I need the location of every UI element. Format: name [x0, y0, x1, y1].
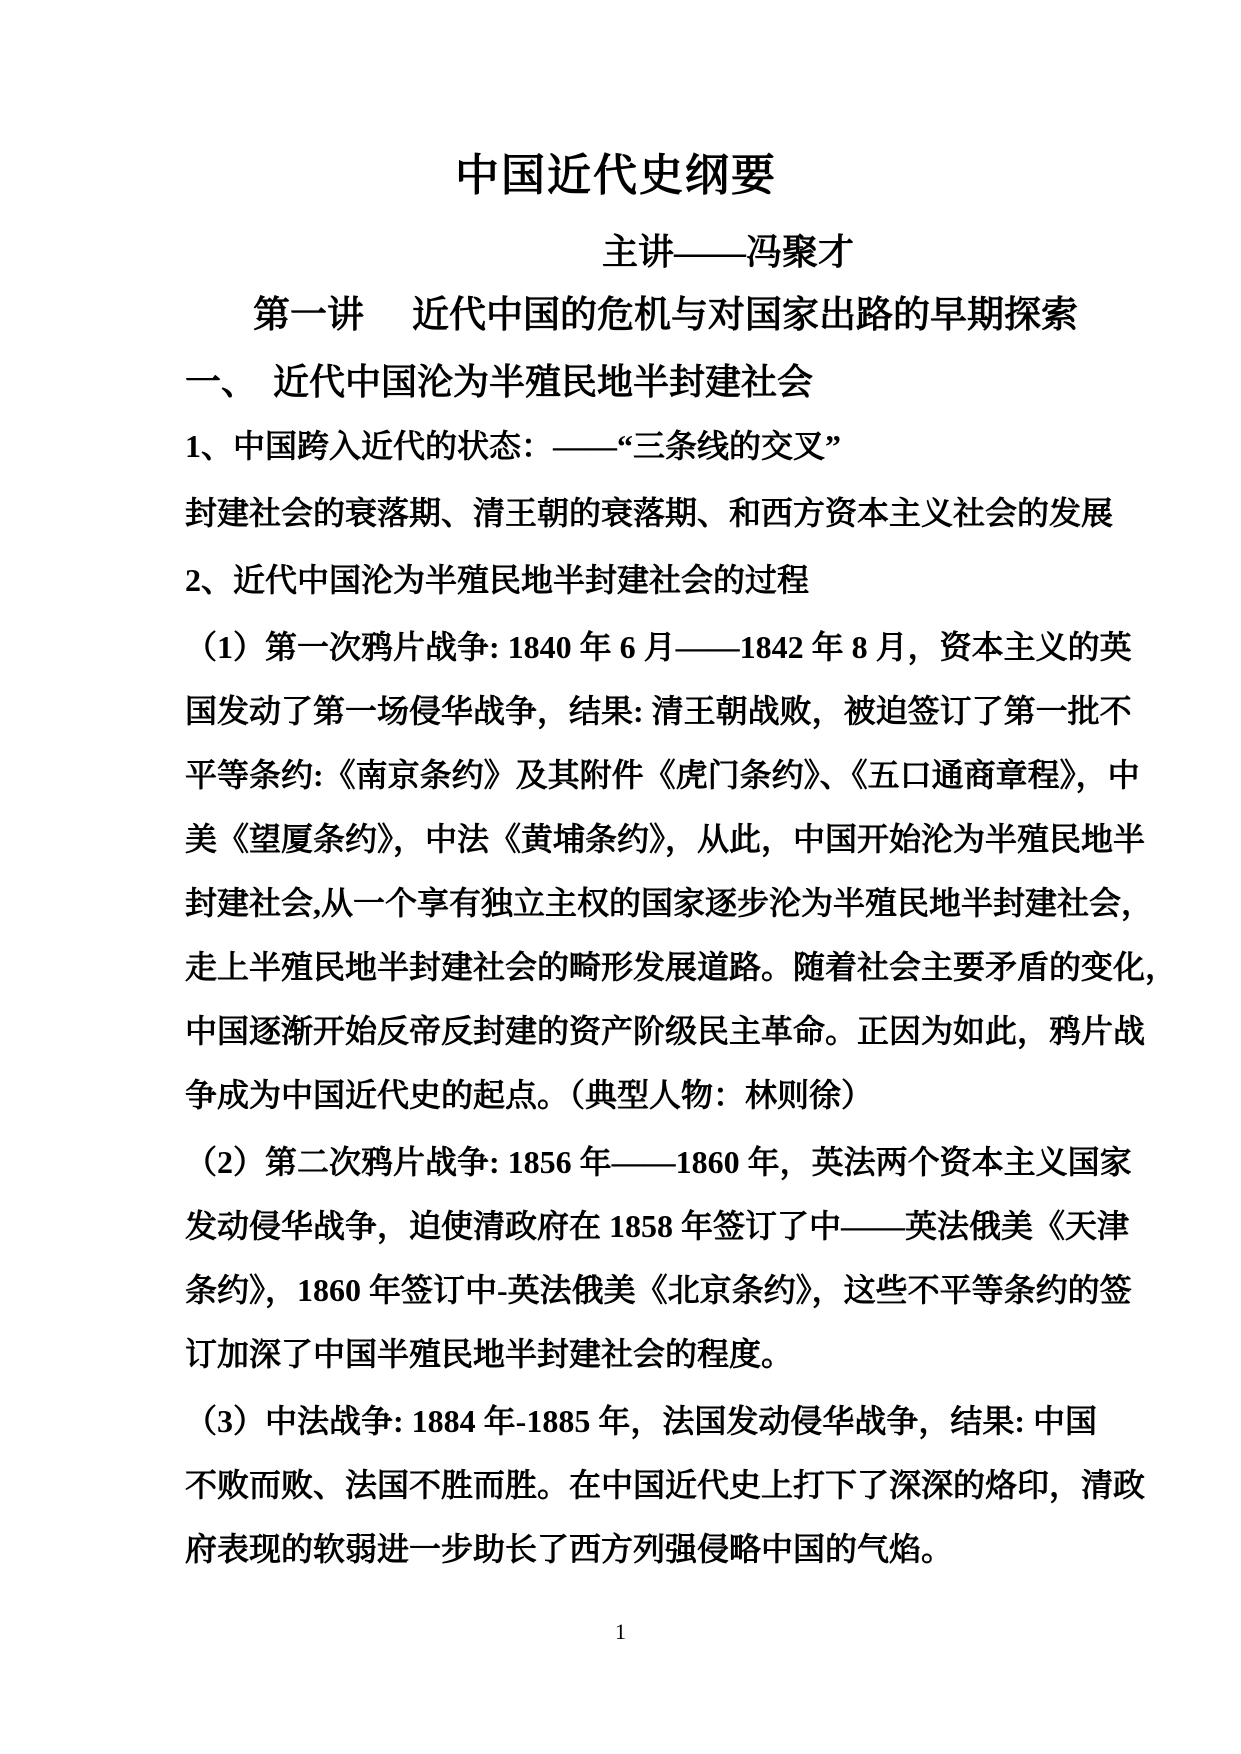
text-line: 府表现的软弱进一步助长了西方列强侵略中国的气焰。 — [185, 1531, 954, 1567]
text-line: 走上半殖民地半封建社会的畸形发展道路。随着社会主要矛盾的变化， — [185, 949, 1178, 985]
text-line: 国发动了第一场侵华战争，结果: 清王朝战败，被迫签订了第一批不 — [185, 693, 1132, 729]
lecture-label: 第一讲 — [253, 295, 364, 336]
lecture-title: 近代中国的危机与对国家出路的早期探索 — [412, 295, 1078, 336]
section-title: 近代中国沦为半殖民地半封建社会 — [273, 362, 814, 402]
paragraph — [185, 615, 1178, 1127]
text-line: （1）第一次鸦片战争: 1840 年 6 月——1842 年 8 月，资本主义的英 — [185, 629, 1132, 665]
document-title: 中国近代史纲要 — [455, 151, 777, 200]
section-label: 一、 — [185, 362, 258, 402]
text-line: 封建社会,从一个享有独立主权的国家逐步沦为半殖民地半封建社会， — [185, 885, 1154, 921]
text-line: 2、近代中国沦为半殖民地半封建社会的过程 — [185, 562, 810, 598]
section-heading — [185, 350, 1077, 414]
text-line: 封建社会的衰落期、清王朝的衰落期、和西方资本主义社会的发展 — [185, 495, 1114, 531]
text-line: 争成为中国近代史的起点。（典型人物：林则徐） — [185, 1077, 874, 1113]
text-line: 不败而败、法国不胜而胜。在中国近代史上打下了深深的烙印，清政 — [185, 1467, 1146, 1503]
document-content — [185, 130, 1178, 1581]
paragraph — [185, 1389, 1146, 1581]
paragraph — [185, 481, 1114, 545]
paragraph — [185, 1130, 1132, 1386]
text-line: 平等条约:《南京条约》及其附件《虎门条约》、《五口通商章程》，中 — [185, 757, 1140, 793]
text-line: 发动侵华战争，迫使清政府在 1858 年签订了中——英法俄美《天津 — [185, 1208, 1130, 1244]
byline: 主讲——冯聚才 — [602, 232, 855, 272]
page-footer — [0, 1618, 1241, 1646]
lecture-heading — [185, 284, 1077, 348]
text-line: 美《望厦条约》，中法《黄埔条约》，从此，中国开始沦为半殖民地半 — [185, 821, 1146, 857]
text-line: 1、中国跨入近代的状态：——“三条线的交叉” — [185, 428, 842, 464]
body-paragraphs — [185, 414, 1178, 1581]
text-line: 订加深了中国半殖民地半封建社会的程度。 — [185, 1336, 794, 1372]
page-number: 1 — [615, 1619, 626, 1644]
text-line: （2）第二次鸦片战争: 1856 年——1860 年，英法两个资本主义国家 — [185, 1144, 1132, 1180]
text-line: 条约》，1860 年签订中-英法俄美《北京条约》，这些不平等条约的签 — [185, 1272, 1132, 1308]
paragraph — [185, 414, 1077, 478]
paragraph — [185, 548, 1077, 612]
text-line: 中国逐渐开始反帝反封建的资产阶级民主革命。正因为如此，鸦片战 — [185, 1013, 1146, 1049]
text-line: （3）中法战争: 1884 年-1885 年，法国发动侵华战争，结果: 中国 — [185, 1403, 1097, 1439]
